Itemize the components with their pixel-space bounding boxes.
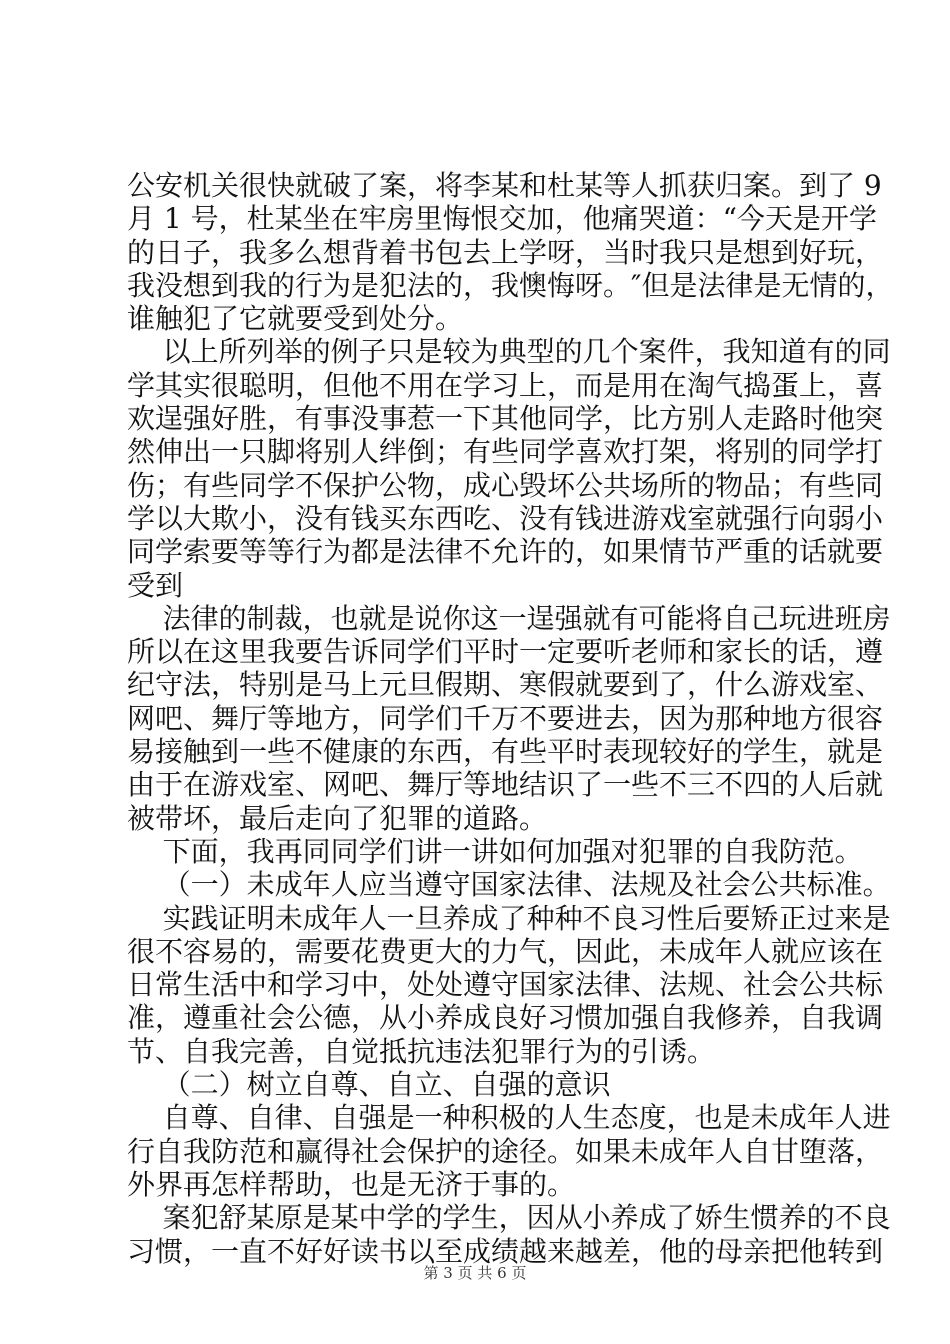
text-line: 月 1 号，杜某坐在牢房里悔恨交加，他痛哭道：“今天是开学 (127, 202, 877, 236)
text-line: 所以在这里我要告诉同学们平时一定要听老师和家长的话，遵 (127, 635, 884, 669)
text-line: 然伸出一只脚将别人绊倒；有些同学喜欢打架，将别的同学打 (127, 435, 884, 469)
text-line: 准，遵重社会公德，从小养成良好习惯加强自我修养，自我调 (127, 1001, 884, 1035)
text-line: 行自我防范和赢得社会保护的途径。如果未成年人自甘堕落， (127, 1134, 884, 1168)
text-line: 外界再怎样帮助，也是无济于事的。 (127, 1167, 576, 1201)
text-line: 欢逞强好胜，有事没事惹一下其他同学，比方别人走路时他突 (127, 402, 884, 436)
text-line: （一）未成年人应当遵守国家法律、法规及社会公共标准。 (127, 868, 891, 902)
document-body (127, 169, 894, 1268)
text-line: 学其实很聪明，但他不用在学习上，而是用在淘气捣蛋上，喜 (127, 368, 884, 402)
text-line: 以上所列举的例子只是较为典型的几个案件，我知道有的同 (127, 335, 891, 369)
text-line: 伤；有些同学不保护公物，成心毁坏公共场所的物品；有些同 (127, 468, 884, 502)
text-line: 易接触到一些不健康的东西，有些平时表现较好的学生，就是 (127, 735, 884, 769)
page-number-footer: 第 3 页 共 6 页 (423, 1264, 527, 1282)
text-line: 我没想到我的行为是犯法的，我懊悔呀。″但是法律是无情的， (127, 268, 894, 302)
text-line: 受到 (127, 568, 184, 602)
text-line: 自尊、自律、自强是一种积极的人生态度，也是未成年人进 (127, 1101, 891, 1135)
text-line: 由于在游戏室、网吧、舞厅等地结识了一些不三不四的人后就 (127, 768, 884, 802)
text-line: （二）树立自尊、自立、自强的意识 (127, 1068, 611, 1102)
text-line: 实践证明未成年人一旦养成了种种不良习性后要矫正过来是 (127, 901, 891, 935)
text-line: 下面，我再同同学们讲一讲如何加强对犯罪的自我防范。 (127, 834, 863, 868)
text-line: 法律的制裁，也就是说你这一逞强就有可能将自己玩进班房 (127, 601, 891, 635)
text-line: 学以大欺小，没有钱买东西吃、没有钱进游戏室就强行向弱小 (127, 501, 884, 535)
text-line: 被带坏，最后走向了犯罪的道路。 (127, 801, 548, 835)
text-line: 的日子，我多么想背着书包去上学呀，当时我只是想到好玩， (127, 235, 884, 269)
text-line: 网吧、舞厅等地方，同学们千万不要进去，因为那种地方很容 (127, 701, 884, 735)
text-line: 同学索要等等行为都是法律不允许的，如果情节严重的话就要 (127, 535, 884, 569)
text-line: 谁触犯了它就要受到处分。 (127, 302, 464, 336)
text-line: 很不容易的，需要花费更大的力气，因此，未成年人就应该在 (127, 934, 884, 968)
text-line: 日常生活中和学习中，处处遵守国家法律、法规、社会公共标 (127, 968, 884, 1002)
text-line: 公安机关很快就破了案，将李某和杜某等人抓获归案。到了 9 (127, 169, 882, 202)
text-line: 案犯舒某原是某中学的学生，因从小养成了娇生惯养的不良 (127, 1201, 891, 1235)
text-line: 节、自我完善，自觉抵抗违法犯罪行为的引诱。 (127, 1034, 716, 1068)
text-line: 纪守法，特别是马上元旦假期、寒假就要到了，什么游戏室、 (127, 668, 884, 702)
text-line: 习惯，一直不好好读书以至成绩越来越差，他的母亲把他转到 (127, 1234, 884, 1268)
